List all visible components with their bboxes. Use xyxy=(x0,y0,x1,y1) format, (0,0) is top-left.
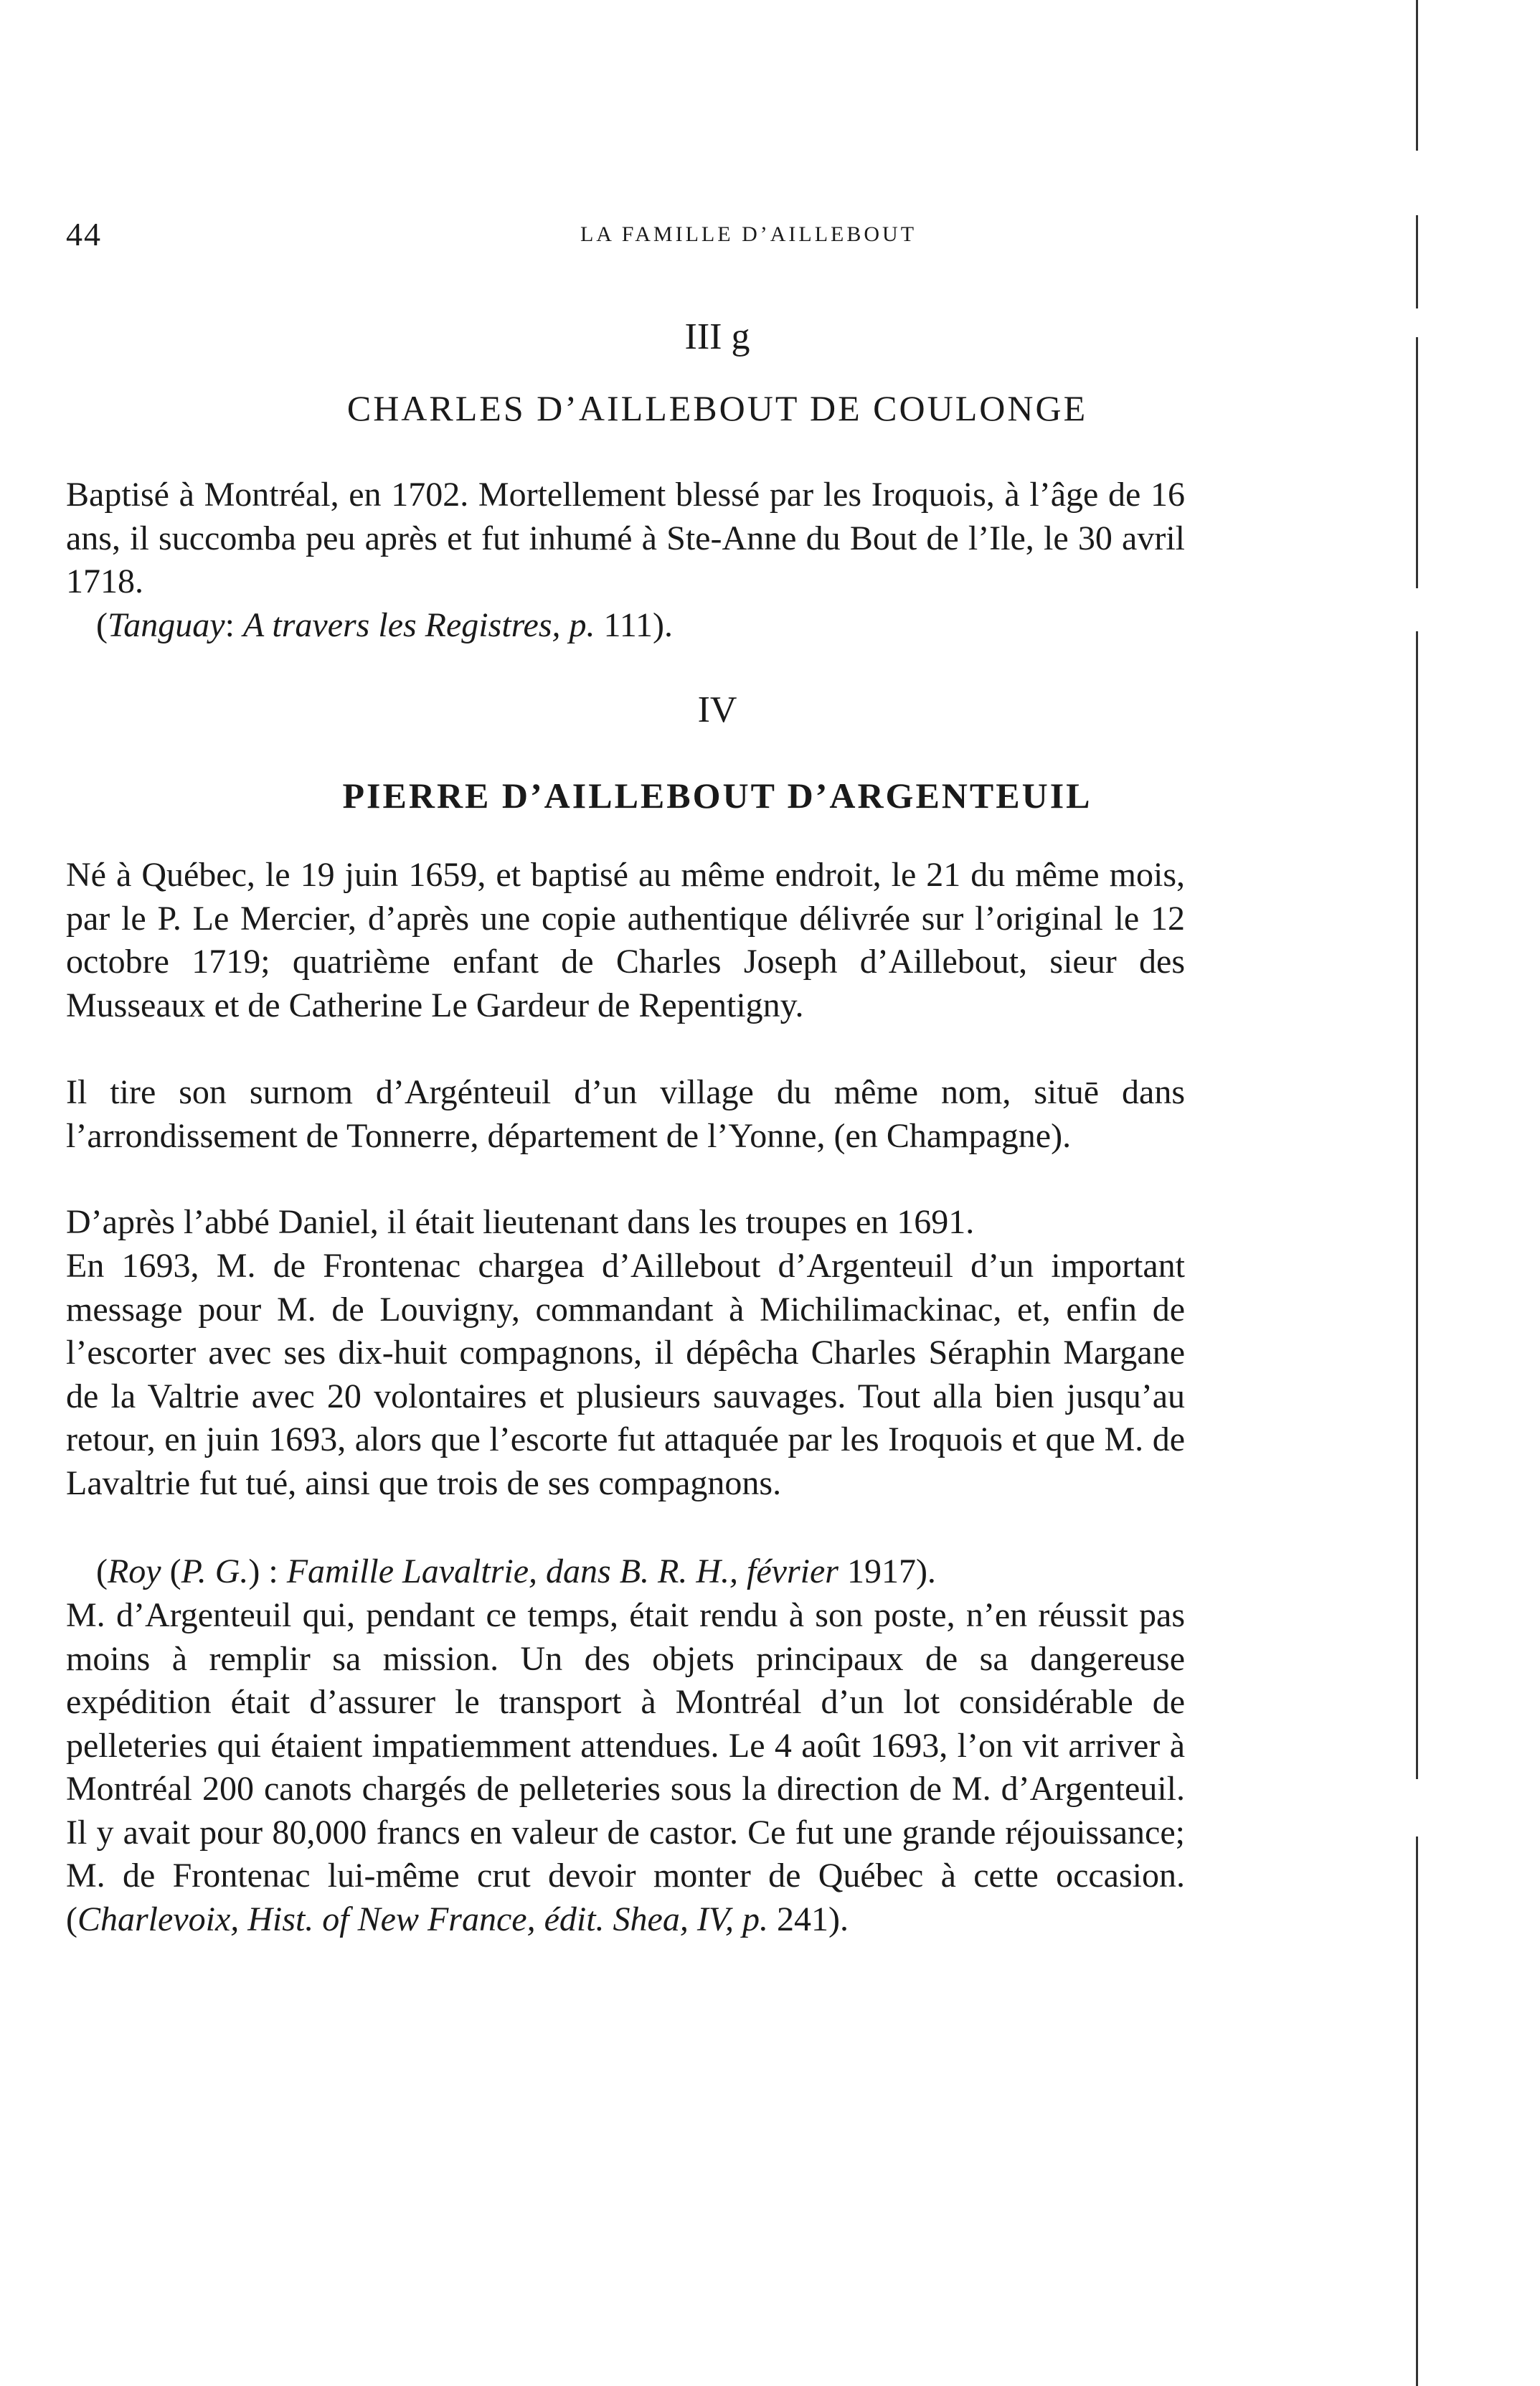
paragraph-baptise: Baptisé à Montréal, en 1702. Mortellement blessé par les Iroquois, à l’âge de 16 ans, il succomba peu après et fut inhumé à Ste-Anne du Bout de l’Ile, le 30 avril 1718. xyxy=(66,476,1185,600)
running-head: LA FAMILLE D’AILLEBOUT xyxy=(580,222,917,246)
section-title-pierre: PIERRE D’AILLEBOUT D’ARGENTEUIL xyxy=(342,775,1092,816)
section-number-iiig: III g xyxy=(684,316,750,357)
cite-roy-mid: ( xyxy=(161,1552,181,1590)
citation-title: A travers les Registres, p. xyxy=(242,606,595,644)
cite-roy-author: Roy xyxy=(107,1552,161,1590)
paragraph-daniel: D’après l’abbé Daniel, il était lieutenant dans les troupes en 1691. xyxy=(66,1203,975,1241)
citation-sep: : xyxy=(225,606,243,644)
section-number-iv: IV xyxy=(697,689,737,730)
paragraph-1693: En 1693, M. de Frontenac chargea d’Aillebout d’Argenteuil d’un important message pour M. de Louvigny, commandant à Michilimackinac, et, enfin de l’escorter avec ses dix-huit compagnons, il dépêcha Charles Séraphin Margane de la Valtrie avec 20 volontaires et plusieurs sauvages. Tout alla bien jusqu’au retour, en juin 1693, alors que l’escorte fut attaquée par les Iroquois et que M. de Lavaltrie fut tué, ainsi que trois de ses compagnons. xyxy=(66,1247,1185,1502)
margin-rule-lower xyxy=(1416,1836,1418,2386)
margin-rule-mid xyxy=(1416,337,1418,588)
citation-open: ( xyxy=(96,606,108,644)
margin-rule-upper xyxy=(1416,215,1418,308)
page-number: 44 xyxy=(66,216,102,253)
citation-tanguay xyxy=(96,604,1208,647)
cite-roy-close: ) : xyxy=(248,1552,287,1590)
paragraph-ne: Né à Québec, le 19 juin 1659, et baptisé au même endroit, le 21 du même mois, par le P. Le Mercier, d’après une copie authentique délivrée sur l’original le 12 octobre 1719; quatrième enfant de Charles Joseph d’Aillebout, sieur des Musseaux et de Catherine Le Gardeur de Repentigny. xyxy=(66,856,1185,1024)
cite-roy-init: P. G. xyxy=(181,1552,249,1590)
argenteuil-citation: Charlevoix, Hist. of New France, édit. Shea, IV, p. xyxy=(77,1900,768,1938)
citation-author: Tanguay xyxy=(107,606,225,644)
citation-tail: 111). xyxy=(595,606,673,644)
margin-rule-main xyxy=(1416,631,1418,1779)
cite-roy-open: ( xyxy=(96,1552,108,1590)
margin-rule-top xyxy=(1416,0,1418,151)
argenteuil-tail: 241). xyxy=(767,1900,849,1938)
paragraph-surnom: Il tire son surnom d’Argénteuil d’un village du même nom, situē dans l’arrondissement de Tonnerre, département de l’Yonne, (en Champagne). xyxy=(66,1073,1185,1155)
cite-roy-tail: 1917). xyxy=(838,1552,936,1590)
paragraph-argenteuil xyxy=(66,1594,1185,1941)
citation-roy xyxy=(96,1550,1208,1593)
argenteuil-text: M. d’Argenteuil qui, pendant ce temps, était rendu à son poste, n’en réussit pas moins à remplir sa mission. Un des objets principaux de sa dangereuse expédition était d’assurer le transport à Montréal d’un lot considérable de pelleteries qui étaient impatiemment attendues. Le 4 août 1693, l’on vit arriver à Montréal 200 canots chargés de pelleteries sous la direction de M. d’Argenteuil. Il y avait pour 80,000 francs en valeur de castor. Ce fut une grande réjouissance; M. de Frontenac lui-même crut devoir monter de Québec à cette occasion. ( xyxy=(66,1596,1185,1938)
section-title-charles: CHARLES D’AILLEBOUT DE COULONGE xyxy=(346,388,1088,428)
cite-roy-title: Famille Lavaltrie, dans B. R. H., février xyxy=(286,1552,839,1590)
